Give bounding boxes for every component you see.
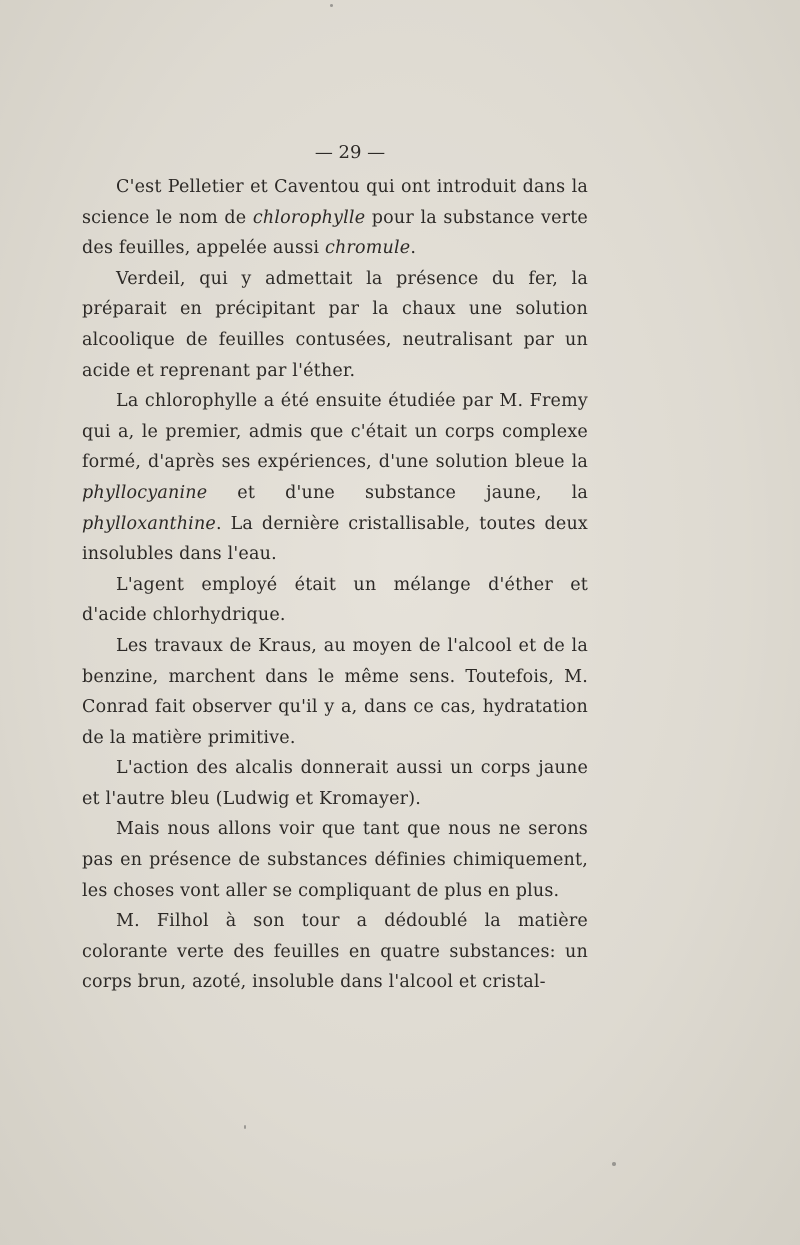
paper-speck [244,1125,246,1129]
text-run: L'agent employé était un mélange d'éther et d'acide chlorhydrique. [82,574,588,626]
page-number: — 29 — [314,142,386,163]
text-run: La chlorophylle a été ensuite étudiée par M. Fremy qui a, le premier, admis que c'était un corps complexe formé, d'après ses expériences, d'une solution bleue la [82,391,588,473]
paper-speck [612,1162,616,1166]
paragraph-2 [82,264,588,386]
italic-term: phyllocyanine [82,482,208,503]
text-run: Verdeil, qui y admettait la présence du fer, la préparait en précipitant par la chaux une solution alcoolique de feuilles contusées, neutralisant par un acide et reprenant par l'éther. [82,268,588,381]
text-run: C'est Pelletier et Caventou qui ont introduit dans la science le nom de [82,177,588,228]
paragraph-6 [82,753,588,814]
text-run: . La dernière cristallisable, toutes deux insolubles dans l'eau. [82,513,588,565]
text-run: M. Filhol à son tour a dédoublé la matière colorante verte des feuilles en quatre substances: un corps brun, azoté, insoluble dans l'alcool et cristal- [82,911,588,993]
italic-term: phylloxanthine [82,513,216,534]
paragraph-1 [82,172,588,264]
paragraph-5 [82,631,588,753]
paragraph-7 [82,814,588,906]
paper-speck [330,4,333,7]
paragraph-4 [82,570,588,631]
text-run: Les travaux de Kraus, au moyen de l'alcool et de la benzine, marchent dans le même sens. Toutefois, M. Conrad fait observer qu'il y a, dans ce cas, hydratation de la matière primitive. [82,635,588,748]
text-run: L'action des alcalis donnerait aussi un corps jaune et l'autre bleu (Ludwig et Kromayer). [82,758,588,809]
italic-term: chlorophylle [252,207,366,228]
text-run: Mais nous allons voir que tant que nous ne serons pas en présence de substances définies chimiquement, les choses vont aller se compliquant de plus en plus. [82,819,588,901]
paragraph-3 [82,386,588,570]
paragraph-8 [82,906,588,998]
text-run: pour la substance verte des feuilles, appelée aussi [82,207,588,259]
body-text [82,172,588,998]
text-run: . [410,238,417,259]
text-run: et d'une substance jaune, la [207,482,588,503]
italic-term: chromule [324,238,411,259]
